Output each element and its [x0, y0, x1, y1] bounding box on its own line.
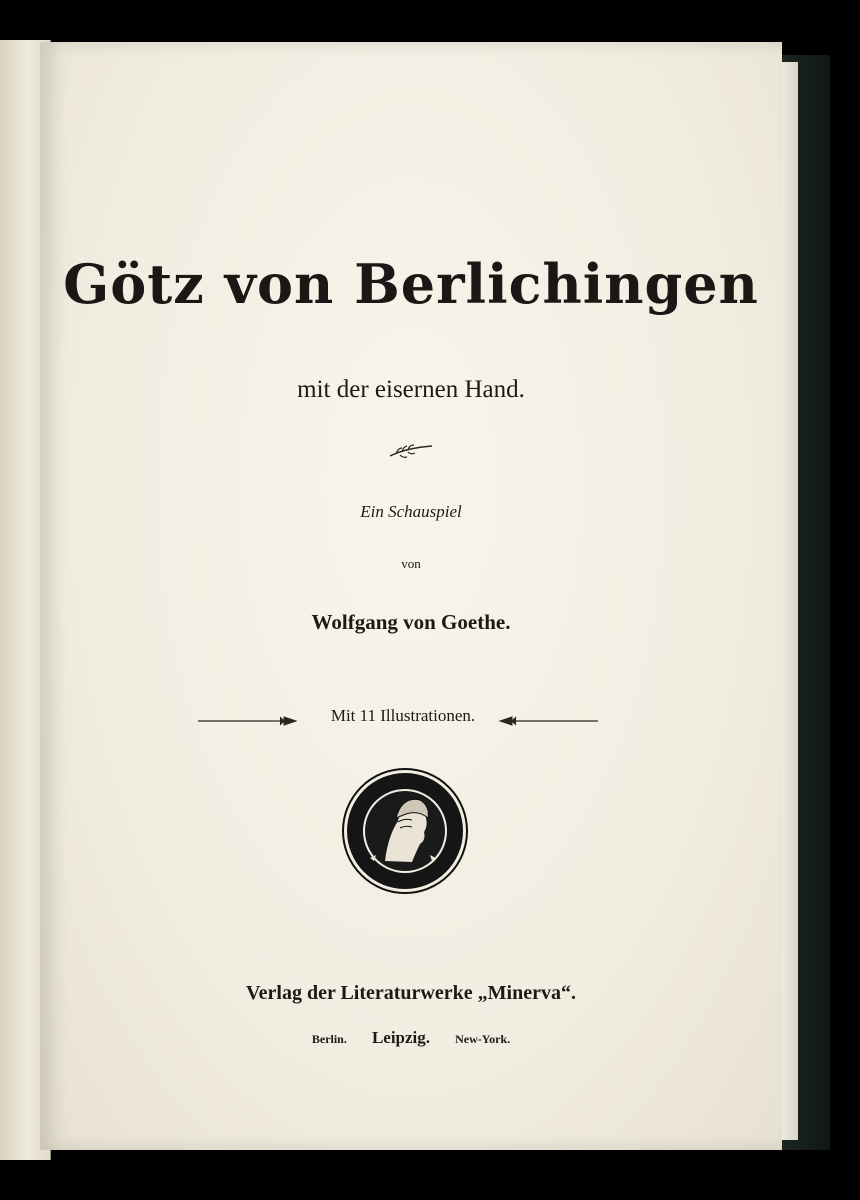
- author-name: Wolfgang von Goethe.: [311, 610, 511, 634]
- city-new-york: New-York.: [455, 1032, 511, 1046]
- illustrations-row: [198, 706, 598, 736]
- sprig-ornament-icon: [40, 438, 782, 464]
- city-leipzig: Leipzig.: [371, 1028, 431, 1047]
- publisher-cities: [40, 1028, 782, 1048]
- genre-line: Ein Schauspiel: [360, 502, 462, 521]
- city-berlin: Berlin.: [311, 1032, 347, 1046]
- book-subtitle: mit der eisernen Hand.: [297, 376, 525, 403]
- illustrations-note: Mit 11 Illustrationen.: [330, 706, 476, 725]
- book-title: Götz von Berlichingen: [63, 252, 759, 316]
- arrow-rule-left-icon: [198, 709, 298, 733]
- arrow-rule-right-icon: [498, 709, 598, 733]
- publisher-line: Verlag der Literaturwerke „Minerva“.: [246, 982, 576, 1004]
- by-line: von: [401, 556, 421, 571]
- minerva-seal-icon: [340, 766, 470, 896]
- title-page: [40, 42, 782, 1150]
